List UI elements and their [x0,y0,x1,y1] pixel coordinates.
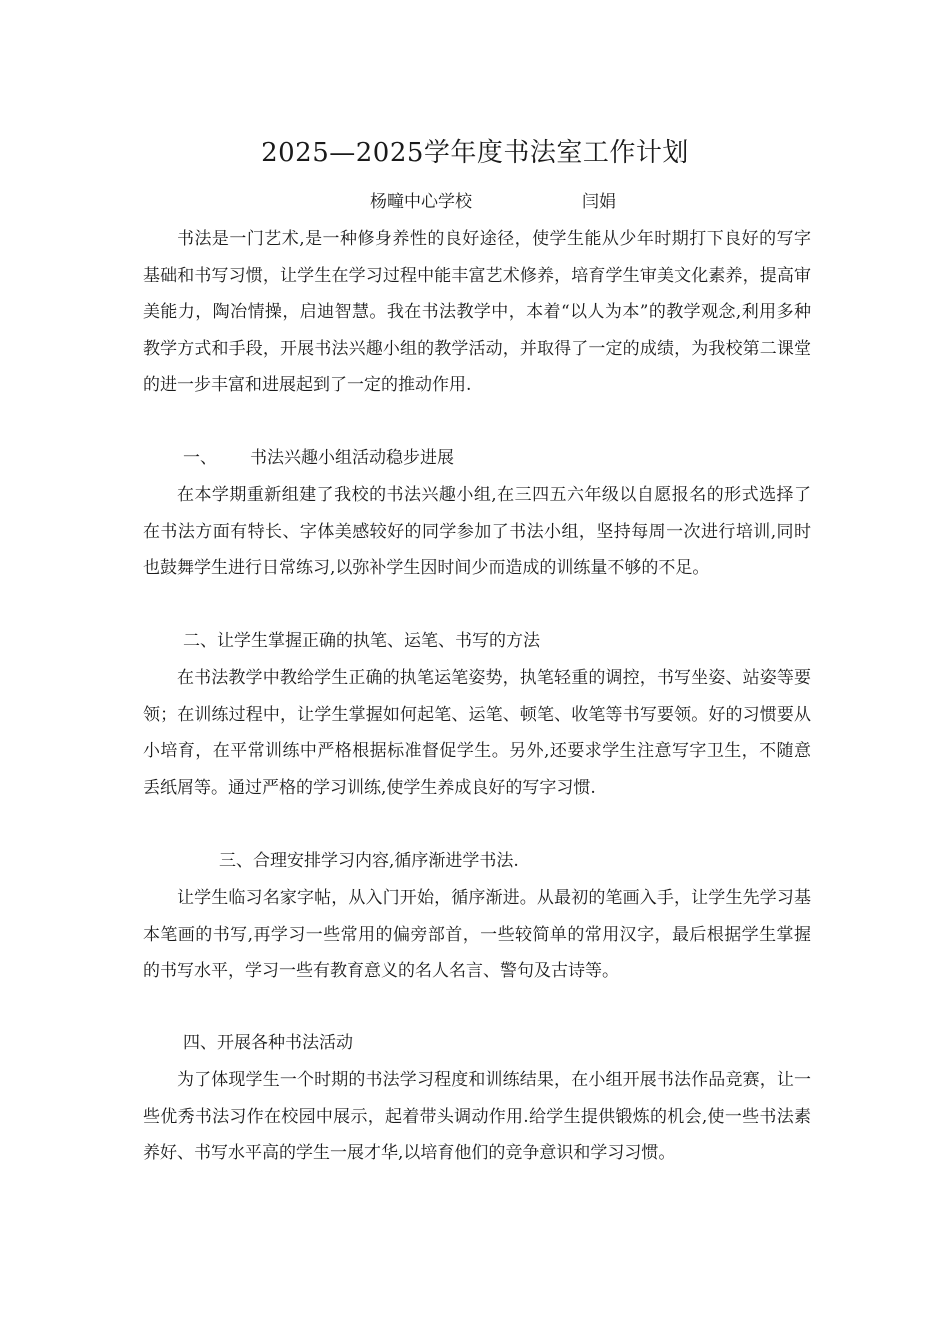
section-2-paragraph [143,660,811,806]
section-4-heading [143,1025,811,1062]
section-1-heading [143,440,811,477]
section-1-paragraph [143,477,811,587]
section-4-title: 四、开展各种书法活动 [183,1033,353,1053]
section-3-paragraph [143,880,811,990]
intro-text: 书法是一门艺术,是一种修身养性的良好途径，使学生能从少年时期打下良好的写字基础和书写习惯，让学生在学习过程中能丰富艺术修养，培育学生审美文化素养，提高审美能力，陶冶情操，启迪智慧。我在书法教学中，本着“以人为本”的教学观念,利用多种教学方式和手段，开展书法兴趣小组的教学活动，并取得了一定的成绩，为我校第二课堂的进一步丰富和进展起到了一定的推动作用. [143,229,811,395]
document-title: 2025—2025学年度书法室工作计划 [261,138,689,168]
section-1-title: 书法兴趣小组活动稳步进展 [250,448,454,468]
section-1-number: 一、 [183,448,217,468]
section-4-paragraph [143,1062,811,1172]
author-name: 闫娟 [582,192,616,212]
intro-paragraph [143,221,811,404]
school-name: 杨疃中心学校 [370,192,472,212]
section-4-body: 为了体现学生一个时期的书法学习程度和训练结果，在小组开展书法作品竞赛，让一些优秀书法习作在校园中展示，起着带头调动作用.给学生提供锻炼的机会,使一些书法素养好、书写水平高的学生一展才华,以培育他们的竞争意识和学习习惯。 [143,1070,811,1163]
section-3-body: 让学生临习名家字帖，从入门开始，循序渐进。从最初的笔画入手，让学生先学习基本笔画的书写,再学习一些常用的偏旁部首，一些较简单的常用汉字，最后根据学生掌握的书写水平，学习一些有教育意义的名人名言、警句及古诗等。 [143,888,811,981]
section-2-heading [143,623,811,660]
section-2-title: 二、让学生掌握正确的执笔、运笔、书写的方法 [183,631,540,651]
section-2-body: 在书法教学中教给学生正确的执笔运笔姿势，执笔轻重的调控，书写坐姿、站姿等要领；在训练过程中，让学生掌握如何起笔、运笔、顿笔、收笔等书写要领。好的习惯要从小培育，在平常训练中严格根据标准督促学生。另外,还要求学生注意写字卫生，不随意丢纸屑等。通过严格的学习训练,使学生养成良好的写字习惯. [143,668,811,798]
section-1-body: 在本学期重新组建了我校的书法兴趣小组,在三四五六年级以自愿报名的形式选择了在书法方面有特长、字体美感较好的同学参加了书法小组，坚持每周一次进行培训,同时也鼓舞学生进行日常练习,以弥补学生因时间少而造成的训练量不够的不足。 [143,485,811,578]
section-3-title: 三、合理安排学习内容,循序渐进学书法. [219,851,519,871]
section-3-heading [143,843,811,880]
